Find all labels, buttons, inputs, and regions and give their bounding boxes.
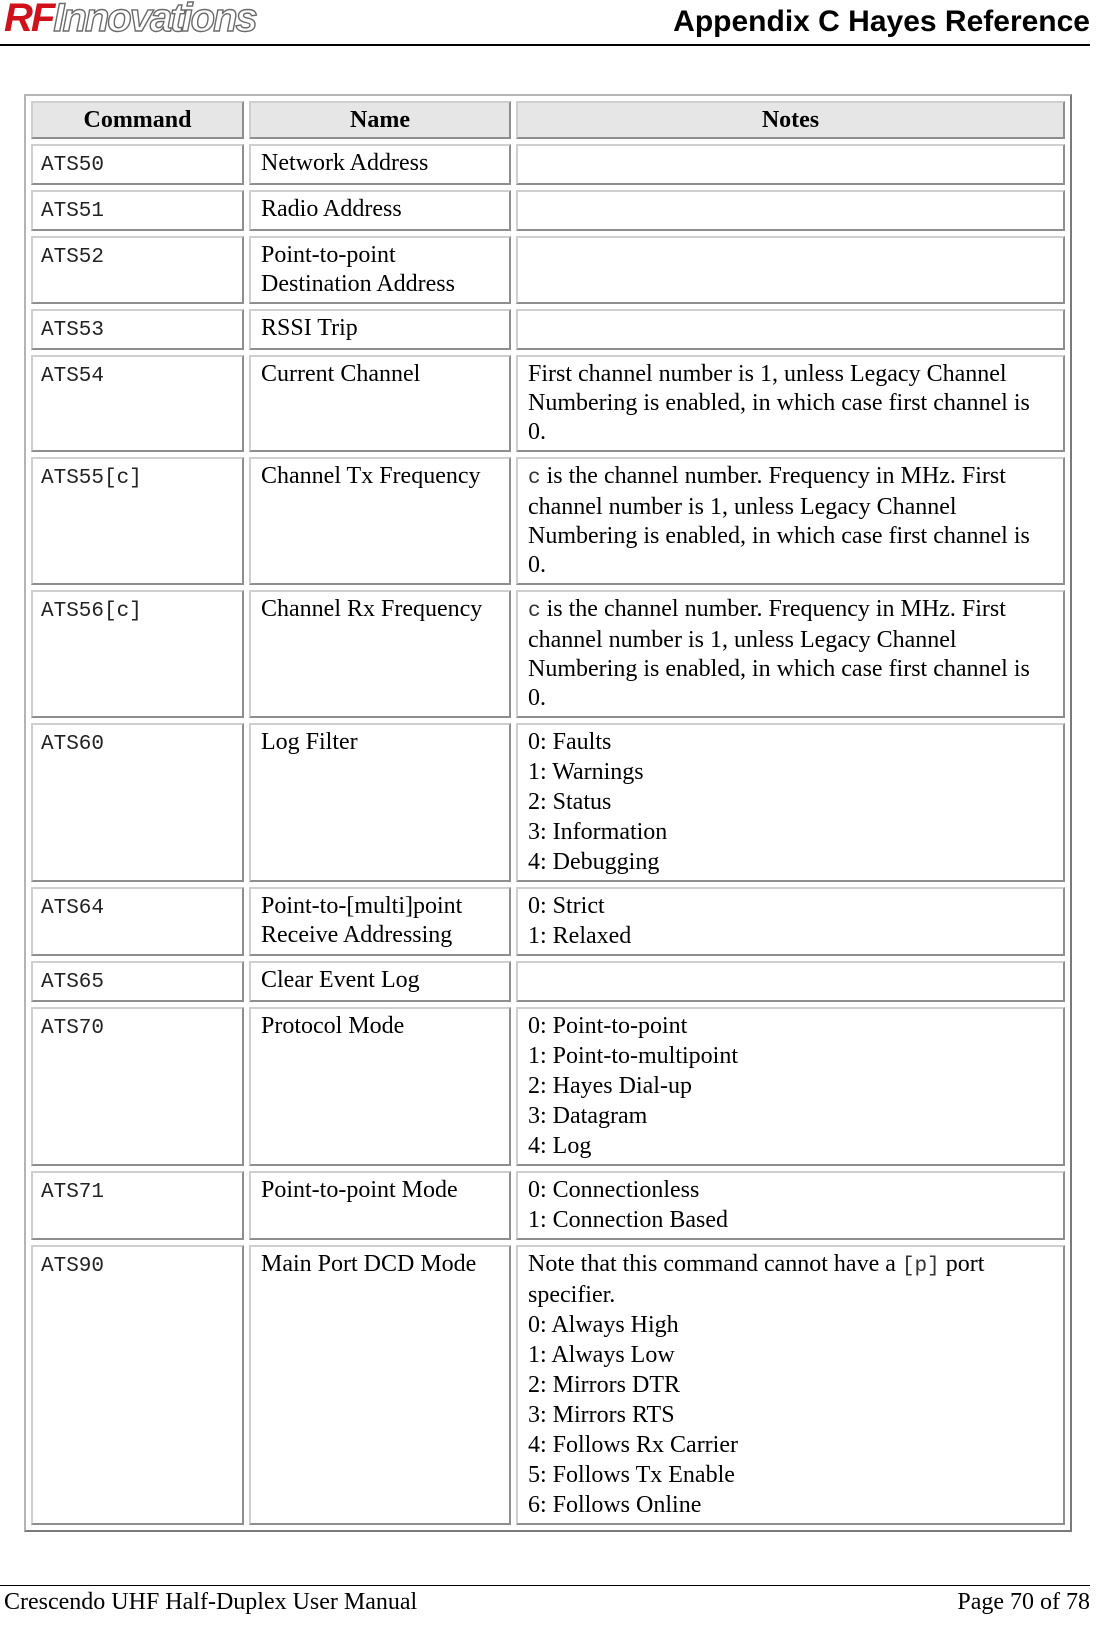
- table-row: [31, 1245, 1065, 1525]
- page-number: Page 70 of 78: [957, 1589, 1090, 1615]
- note-line: 0: Point-to-point: [528, 1013, 688, 1039]
- note-line: 4: Log: [528, 1133, 592, 1159]
- table-row: [31, 590, 1065, 718]
- note-line: 4: Debugging: [528, 849, 660, 875]
- name-cell: Point-to-point Destination Address: [249, 236, 511, 304]
- notes-cell: [516, 144, 1065, 185]
- table-header-row: [31, 101, 1065, 139]
- command-cell: ATS55[c]: [31, 457, 244, 585]
- notes-cell: [516, 1007, 1065, 1166]
- page-title: Appendix C Hayes Reference: [673, 5, 1090, 38]
- table-row: [31, 887, 1065, 956]
- name-cell: Channel Tx Frequency: [249, 457, 511, 585]
- table-row: [31, 457, 1065, 585]
- name-cell: Point-to-[multi]point Receive Addressing: [249, 887, 511, 956]
- notes-cell: [516, 590, 1065, 718]
- note-line: 0: Strict: [528, 893, 605, 919]
- notes-cell: [516, 355, 1065, 452]
- command-cell: ATS64: [31, 887, 244, 956]
- notes-cell: [516, 309, 1065, 350]
- note-line: 1: Point-to-multipoint: [528, 1043, 739, 1069]
- page-header: [0, 0, 1090, 46]
- notes-cell: [516, 457, 1065, 585]
- name-cell: Current Channel: [249, 355, 511, 452]
- notes-cell: [516, 1245, 1065, 1525]
- name-cell: RSSI Trip: [249, 309, 511, 350]
- note-line: 1: Relaxed: [528, 923, 632, 949]
- name-cell: Network Address: [249, 144, 511, 185]
- note-line: c is the channel number. Frequency in MHz. First channel number is 1, unless Legacy Channel Numbering is enabled, in which case first channel is 0.: [528, 463, 1030, 578]
- note-line: 0: Always High: [528, 1312, 679, 1338]
- note-line: 0: Faults: [528, 729, 612, 755]
- note-line: 3: Mirrors RTS: [528, 1402, 675, 1428]
- note-line: Note that this command cannot have a [p] port specifier.: [528, 1251, 985, 1308]
- table-row: [31, 961, 1065, 1002]
- hayes-reference-table: [24, 94, 1072, 1532]
- command-cell: ATS71: [31, 1171, 244, 1240]
- command-cell: ATS53: [31, 309, 244, 350]
- note-line: 3: Information: [528, 819, 668, 845]
- table-row: [31, 355, 1065, 452]
- note-line: 4: Follows Rx Carrier: [528, 1432, 738, 1458]
- command-cell: ATS90: [31, 1245, 244, 1525]
- inline-code: c: [528, 467, 541, 490]
- name-cell: Point-to-point Mode: [249, 1171, 511, 1240]
- command-cell: ATS52: [31, 236, 244, 304]
- name-cell: Main Port DCD Mode: [249, 1245, 511, 1525]
- notes-cell: [516, 887, 1065, 956]
- note-line: 1: Warnings: [528, 759, 644, 785]
- note-line: 1: Always Low: [528, 1342, 675, 1368]
- inline-code: c: [528, 600, 541, 623]
- notes-cell: [516, 1171, 1065, 1240]
- column-header-notes: Notes: [516, 101, 1065, 139]
- name-cell: Channel Rx Frequency: [249, 590, 511, 718]
- command-cell: ATS56[c]: [31, 590, 244, 718]
- note-line: 2: Hayes Dial-up: [528, 1073, 692, 1099]
- note-line: 0: Connectionless: [528, 1177, 700, 1203]
- column-header-name: Name: [249, 101, 511, 139]
- table-row: [31, 236, 1065, 304]
- notes-cell: [516, 723, 1065, 882]
- command-cell: ATS51: [31, 190, 244, 231]
- notes-cell: [516, 236, 1065, 304]
- note-line: c is the channel number. Frequency in MHz. First channel number is 1, unless Legacy Channel Numbering is enabled, in which case first channel is 0.: [528, 596, 1030, 711]
- name-cell: Protocol Mode: [249, 1007, 511, 1166]
- notes-cell: [516, 190, 1065, 231]
- page-footer: [0, 1585, 1090, 1626]
- command-cell: ATS50: [31, 144, 244, 185]
- table-row: [31, 144, 1065, 185]
- manual-title: Crescendo UHF Half-Duplex User Manual: [4, 1589, 418, 1615]
- column-header-command: Command: [31, 101, 244, 139]
- note-line: 3: Datagram: [528, 1103, 648, 1129]
- note-line: 2: Status: [528, 789, 612, 815]
- command-cell: ATS70: [31, 1007, 244, 1166]
- name-cell: Clear Event Log: [249, 961, 511, 1002]
- table-row: [31, 190, 1065, 231]
- name-cell: Radio Address: [249, 190, 511, 231]
- note-line: 6: Follows Online: [528, 1492, 702, 1518]
- name-cell: Log Filter: [249, 723, 511, 882]
- table-row: [31, 1007, 1065, 1166]
- note-line: 1: Connection Based: [528, 1207, 728, 1233]
- note-line: 2: Mirrors DTR: [528, 1372, 680, 1398]
- command-cell: ATS65: [31, 961, 244, 1002]
- note-line: 5: Follows Tx Enable: [528, 1462, 735, 1488]
- table-row: [31, 309, 1065, 350]
- inline-code: [p]: [901, 1255, 940, 1278]
- table-row: [31, 723, 1065, 882]
- command-cell: ATS60: [31, 723, 244, 882]
- command-cell: ATS54: [31, 355, 244, 452]
- notes-cell: [516, 961, 1065, 1002]
- note-line: First channel number is 1, unless Legacy Channel Numbering is enabled, in which case first channel is 0.: [528, 361, 1030, 445]
- company-logo: RFInnovations: [4, 0, 256, 40]
- table-row: [31, 1171, 1065, 1240]
